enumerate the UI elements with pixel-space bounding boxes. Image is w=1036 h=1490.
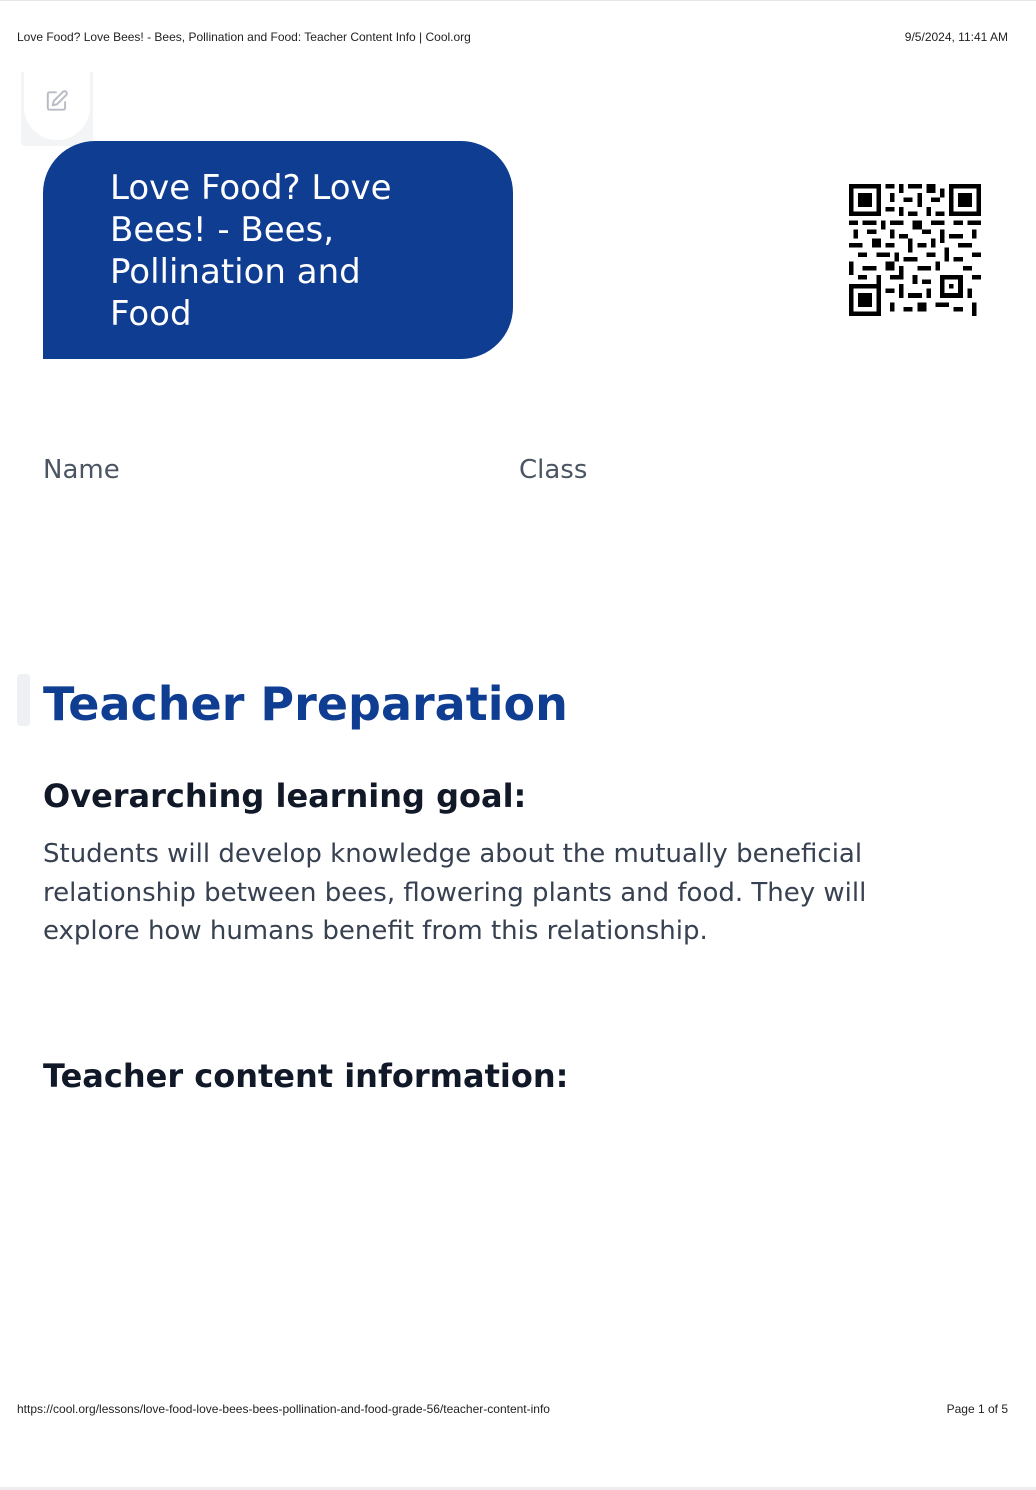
lesson-title: Love Food? Love Bees! - Bees, Pollination and Food <box>110 168 392 334</box>
section-marker <box>17 674 30 726</box>
learning-goal-text: Students will develop knowledge about the mutually beneficial relationship between bees, flowering plants and food. They will explore how humans benefit from this relationship. <box>43 839 867 946</box>
edit-icon <box>44 88 70 118</box>
print-footer-url: https://cool.org/lessons/love-food-love-bees-bees-pollination-and-food-grade-56/teacher-content-info <box>17 1402 550 1416</box>
edit-button[interactable] <box>24 72 90 140</box>
name-field-label: Name <box>43 455 120 485</box>
lesson-title-banner <box>43 141 513 359</box>
content-info-heading: Teacher content information: <box>43 1057 569 1095</box>
section-title: Teacher Preparation <box>43 677 568 731</box>
learning-goal-heading: Overarching learning goal: <box>43 777 527 815</box>
class-field-label: Class <box>519 455 588 485</box>
page-number: Page 1 of 5 <box>946 1402 1008 1416</box>
print-header-timestamp: 9/5/2024, 11:41 AM <box>904 30 1008 44</box>
print-footer <box>0 1402 1036 1418</box>
qr-code <box>848 184 982 316</box>
page-top-border <box>0 0 1036 1</box>
print-header-title: Love Food? Love Bees! - Bees, Pollination and Food: Teacher Content Info | Cool.org <box>17 30 471 44</box>
print-header <box>0 30 1036 46</box>
